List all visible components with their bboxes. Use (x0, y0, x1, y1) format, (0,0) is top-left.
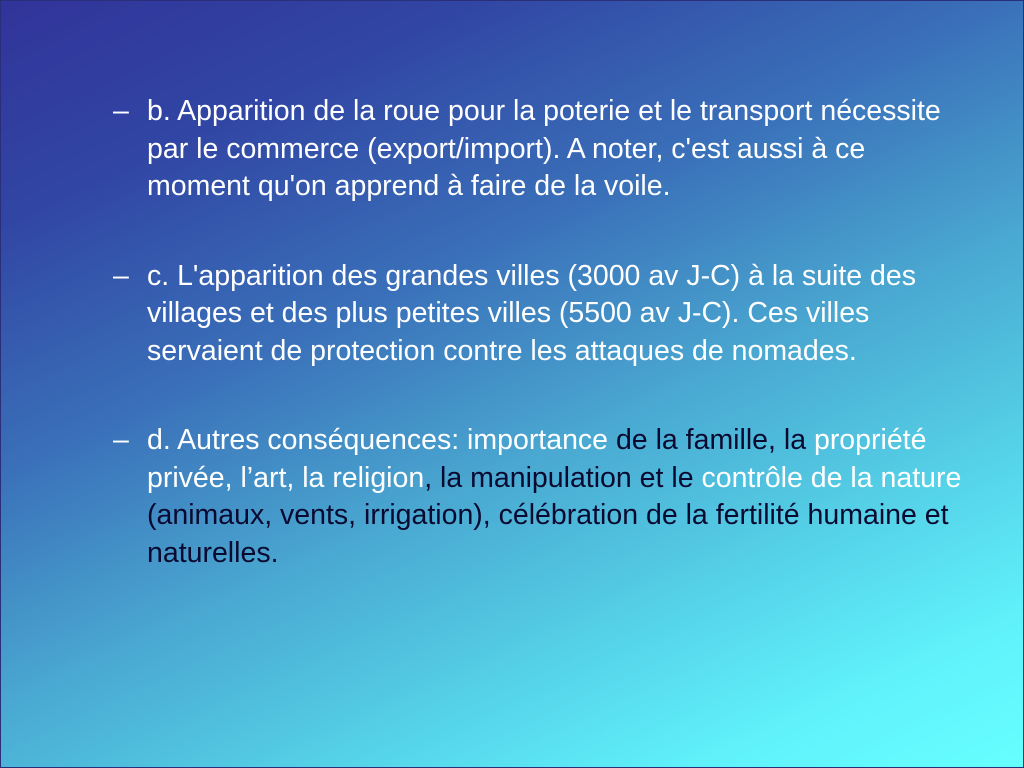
bullet-dash-icon: – (113, 259, 129, 292)
bullet-text: b. Apparition de la roue pour la poterie et le transport nécessite par le commerce (export/import). A noter, c'est aussi à ce moment qu'on apprend à faire de la voile. (147, 95, 941, 202)
bullet-text: c. L'apparition des grandes villes (3000 av J-C) à la suite des villages et des plus petites villes (5500 av J-C). Ces villes servaient de protection contre les attaques de nomades. (147, 259, 917, 367)
bullet-text (147, 424, 961, 569)
text-segment: d. Autres conséquences: importance (147, 424, 616, 456)
bullet-list (113, 93, 963, 624)
text-segment: de la famille, la (615, 424, 814, 456)
text-segment: (animaux, vents, irrigation), célébration de la fertilité humaine et naturelles. (147, 499, 949, 569)
text-segment: contrôle de la nature (701, 461, 962, 494)
bullet-item (113, 422, 963, 572)
bullet-item (113, 258, 963, 371)
bullet-dash-icon: – (113, 424, 129, 456)
text-segment: , la manipulation et le (424, 461, 702, 494)
bullet-item (113, 93, 963, 206)
text-segment: propriété privée, l’art, la religion (147, 424, 927, 494)
bullet-dash-icon: – (113, 95, 129, 127)
